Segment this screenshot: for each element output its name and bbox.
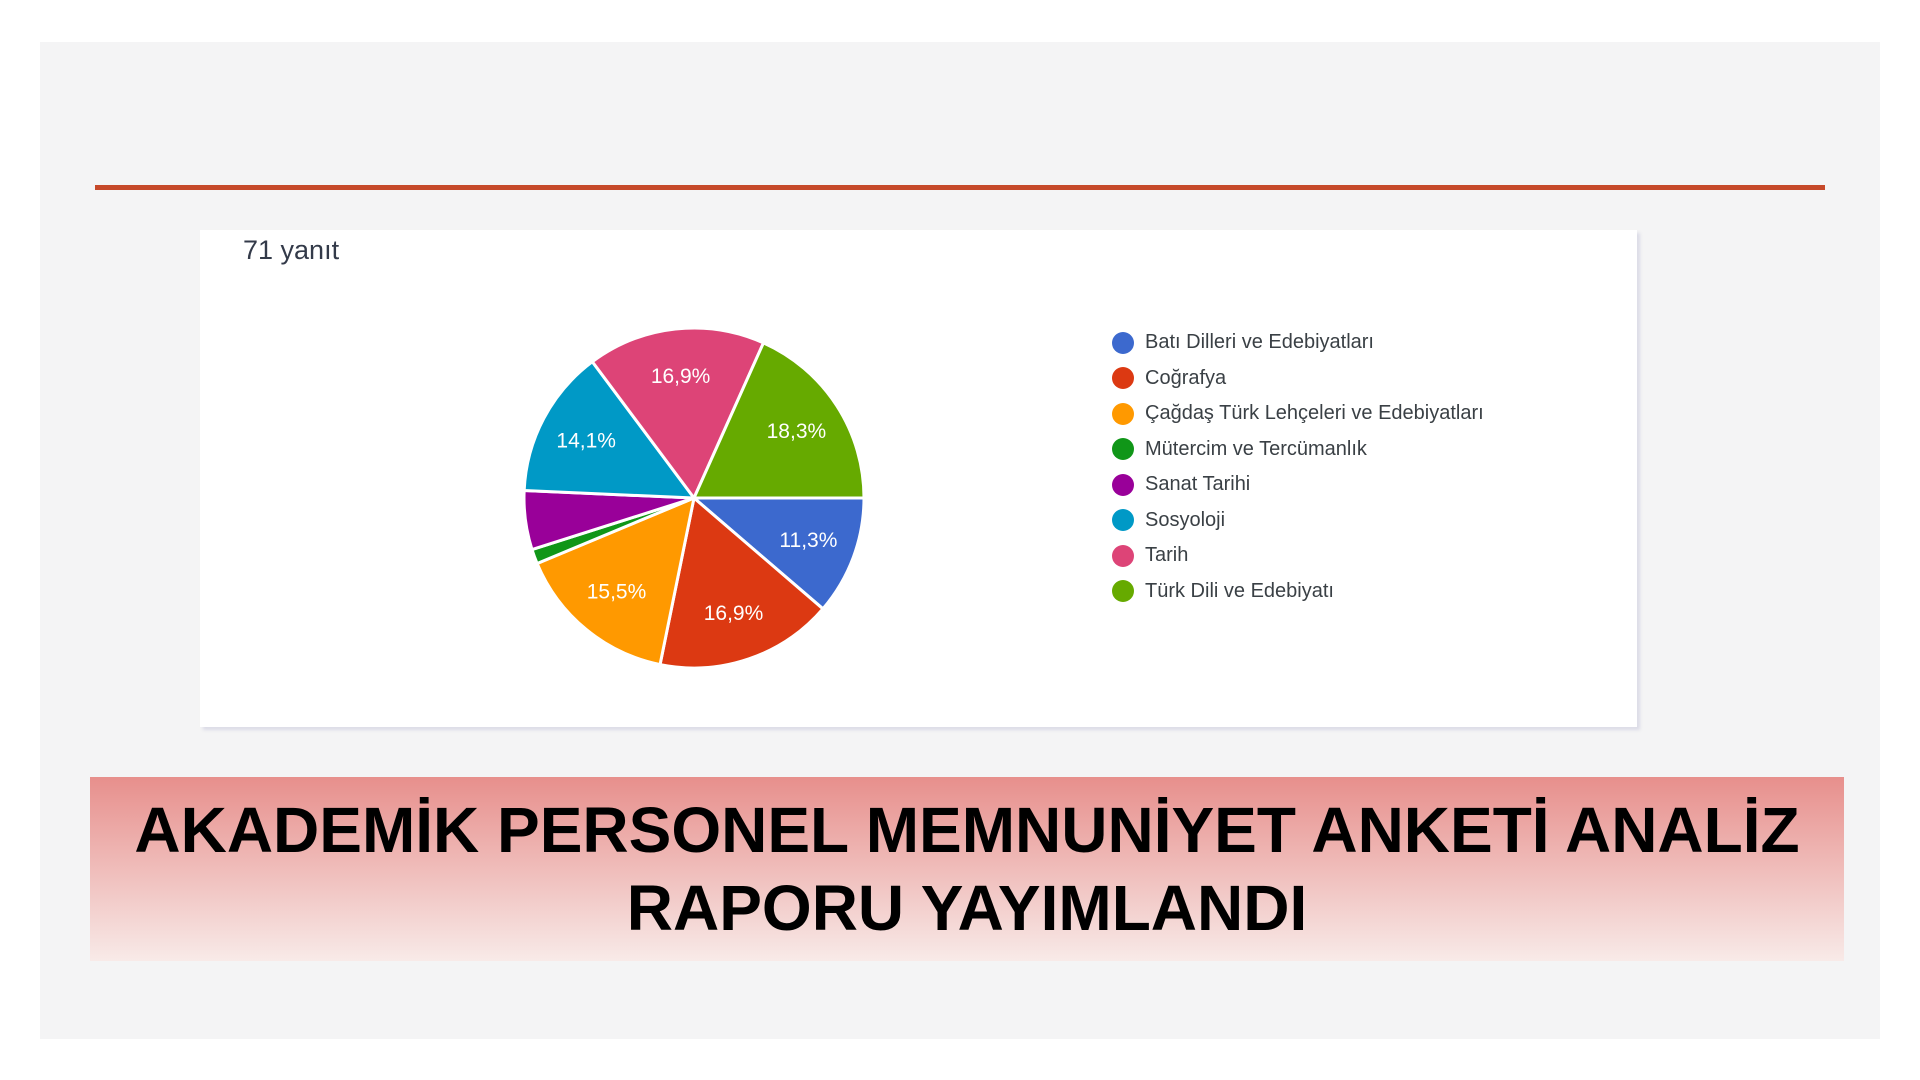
legend-label: Mütercim ve Tercümanlık bbox=[1145, 437, 1367, 460]
legend-color-dot bbox=[1112, 509, 1134, 531]
legend-color-dot bbox=[1112, 367, 1134, 389]
legend-color-dot bbox=[1112, 332, 1134, 354]
legend-item bbox=[1112, 538, 1484, 574]
pie-slice-label: 15,5% bbox=[586, 580, 647, 604]
legend-color-dot bbox=[1112, 403, 1134, 425]
legend-color-dot bbox=[1112, 580, 1134, 602]
legend-item bbox=[1112, 467, 1484, 503]
pie-slice-label: 16,9% bbox=[703, 601, 764, 625]
headline-banner bbox=[90, 777, 1844, 961]
legend-label: Çağdaş Türk Lehçeleri ve Edebiyatları bbox=[1145, 402, 1484, 425]
headline-line2: RAPORU YAYIMLANDI bbox=[626, 872, 1308, 944]
legend-color-dot bbox=[1112, 545, 1134, 567]
pie-slice-label: 11,3% bbox=[779, 528, 838, 552]
legend-label: Türk Dili ve Edebiyatı bbox=[1145, 579, 1334, 602]
headline-line1: AKADEMİK PERSONEL MEMNUNİYET ANKETİ ANALİZ bbox=[134, 794, 1800, 866]
legend-label: Sosyoloji bbox=[1145, 508, 1226, 531]
legend-item bbox=[1112, 325, 1484, 361]
legend-label: Batı Dilleri ve Edebiyatları bbox=[1145, 331, 1374, 354]
legend-label: Sanat Tarihi bbox=[1145, 473, 1251, 496]
legend-item bbox=[1112, 574, 1484, 610]
chart-legend bbox=[1112, 325, 1484, 609]
pie-slice-label: 16,9% bbox=[650, 365, 711, 389]
pie-slice-label: 14,1% bbox=[556, 429, 616, 453]
top-divider-line bbox=[95, 185, 1825, 190]
legend-color-dot bbox=[1112, 474, 1134, 496]
legend-label: Coğrafya bbox=[1145, 366, 1227, 389]
legend-item bbox=[1112, 503, 1484, 539]
legend-label: Tarih bbox=[1145, 544, 1189, 567]
legend-item bbox=[1112, 361, 1484, 397]
legend-item bbox=[1112, 432, 1484, 468]
survey-chart-card bbox=[200, 230, 1637, 727]
pie-slice-label: 18,3% bbox=[766, 420, 827, 444]
responses-count: 71 yanıt bbox=[243, 235, 340, 265]
pie-chart bbox=[514, 318, 874, 678]
legend-color-dot bbox=[1112, 438, 1134, 460]
legend-item bbox=[1112, 396, 1484, 432]
